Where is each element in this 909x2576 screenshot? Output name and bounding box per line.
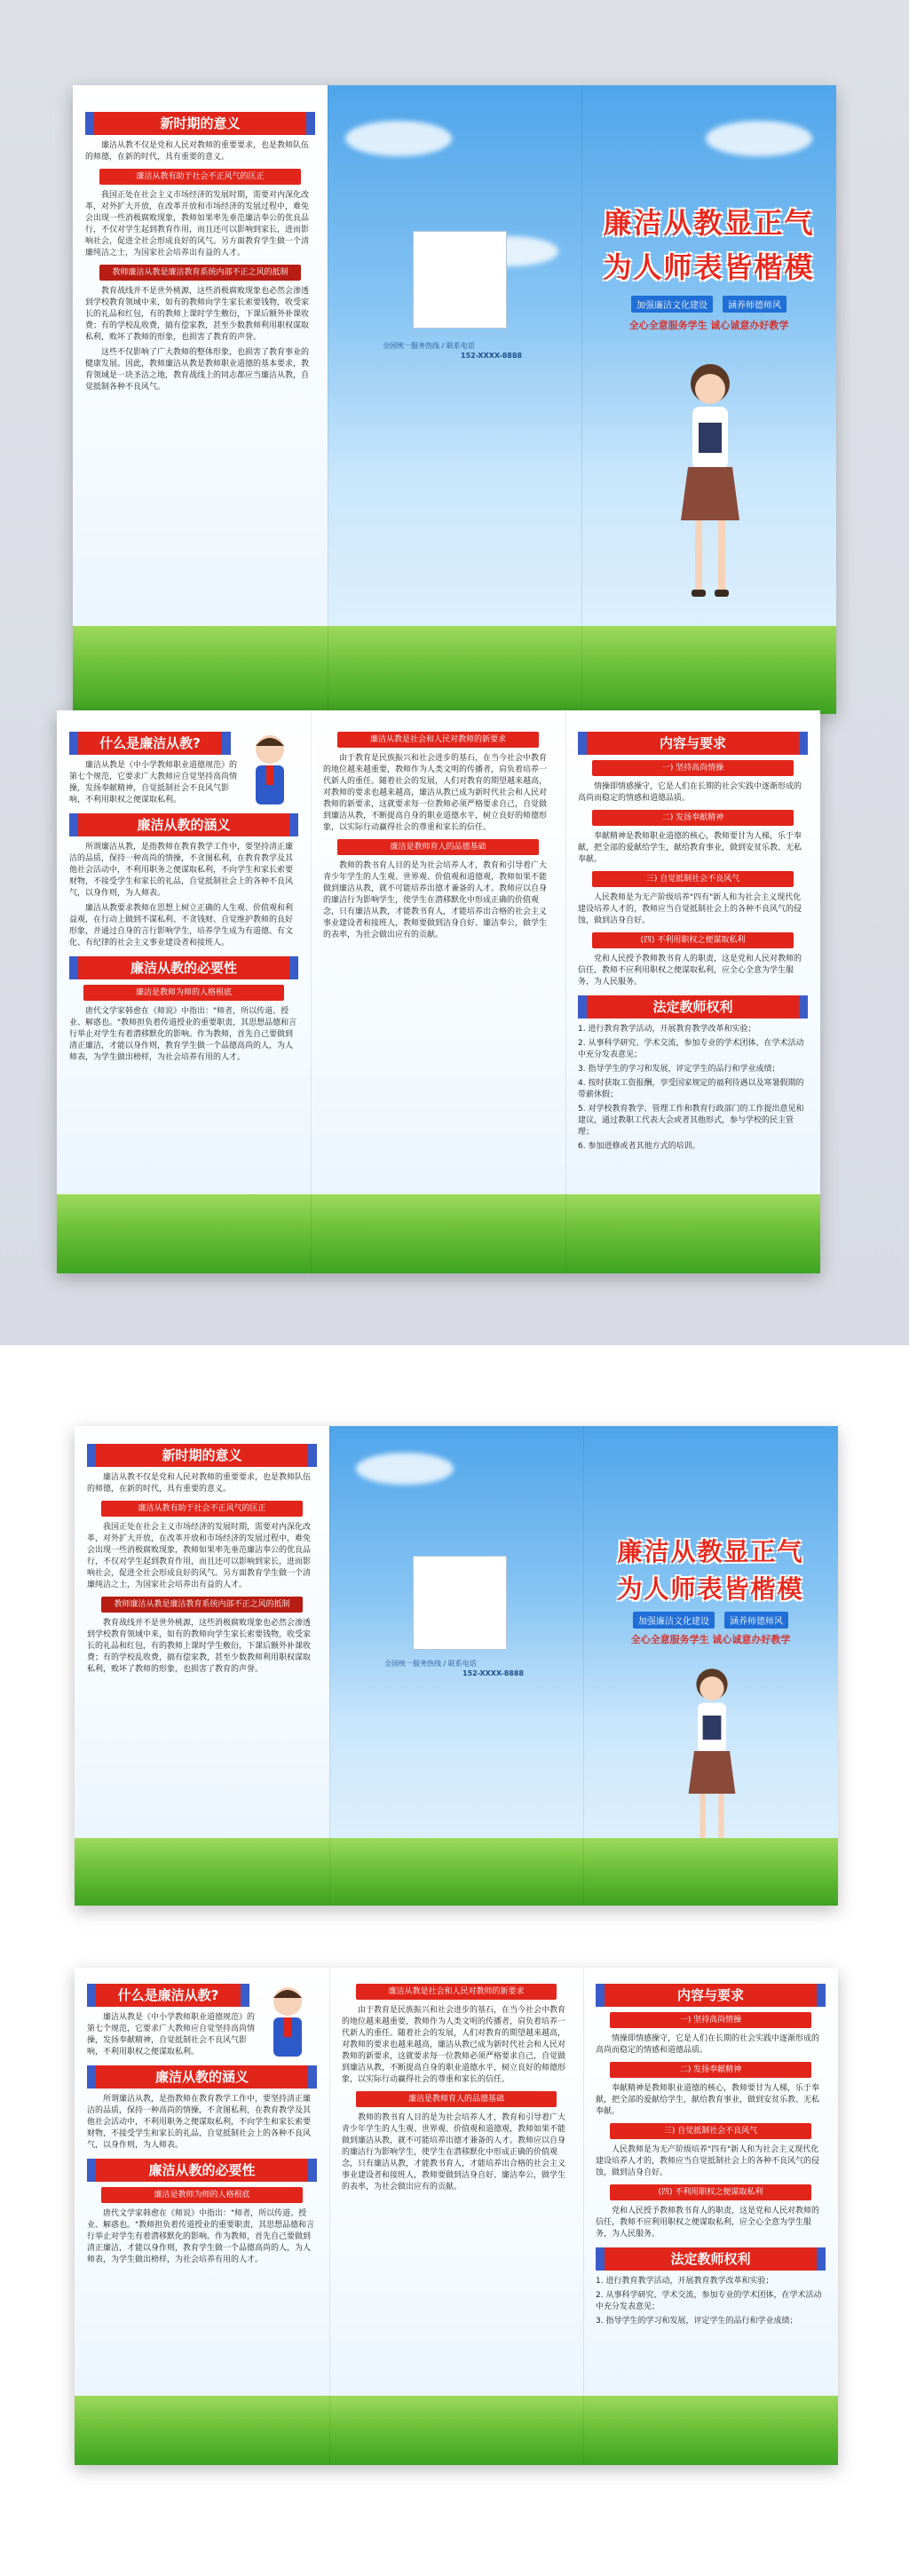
content-text-3: 人民教师是为无产阶级培养"四有"新人和为社会主义现代化建设培养人才的，教师应当自觉抵制社会上的各种不良风气的侵蚀，做到洁身自好。 xyxy=(596,2145,820,2177)
requirements-banner-2: 廉洁是教师育人的品德基础 xyxy=(356,2091,557,2107)
content-banner-1: 一) 坚持高尚情操 xyxy=(610,2012,811,2028)
grass-decoration xyxy=(583,2396,838,2465)
panel-content-requirements xyxy=(565,710,820,1273)
section-title-meaning: 新时期的意义 xyxy=(85,112,315,135)
necessity-para: 唐代文学家韩愈在《师说》中指出："师者，所以传道、授业、解惑也。"教师担负着传道授业的重要职责，其思想品德和言行举止对学生有着潜移默化的影响。作为教师，首先自己要做到清正廉洁，才能以身作则，教育学生做一个品德高尚的人，为人师表，为学生做出榜样，为社会培养有用的人才。 xyxy=(69,1007,297,1062)
grass-decoration xyxy=(73,626,328,714)
meaning-intro: 廉洁从教不仅是党和人民对教师的重要要求，也是教师队伍的师德，在新的时代，具有重要的意义。 xyxy=(87,1473,312,1494)
content-text-4: 党和人民授予教师教书育人的职责，这是党和人民对教师的信任，教师不应利用职权之便谋取私利，应全心全意为学生服务，为人民服务。 xyxy=(578,955,802,987)
definition-para-1: 所谓廉洁从教，是指教师在教育教学工作中，要坚持清正廉洁的品质，保持一种高尚的情操，不贪图私利，在教育教学及其他社会活动中，不利用职务之便谋取私利，不向学生和家长索要财物，不接受学生和家长的礼品，自觉抵制社会上的各种不良风气，以身作则，为人师表。 xyxy=(87,2095,312,2150)
cover-tags xyxy=(581,295,836,313)
panel-meaning xyxy=(75,1426,329,1906)
meaning-para-2: 教育战线并不是世外桃源，这些消极腐败现象也必然会渗透到学校教育领域中来，如有的教师向学生家长索要钱物，收受家长的礼品和红包，有的教师上课时学生敷衍，下课后额外补课收费；有的学校乱收费，搞有偿家教，甚至少数教师利用职权谋取私利，败坏了教师的形象，也损害了教育的声誉。 xyxy=(85,287,310,342)
cover-subtitle: 全心全意服务学生 诚心诚意办好教学 xyxy=(628,320,789,331)
section-title-necessity: 廉洁从教的必要性 xyxy=(87,2159,317,2182)
grass-decoration xyxy=(75,2396,329,2465)
right-item: 6. 参加进修或者其他方式的培训。 xyxy=(578,1142,700,1151)
brochure-outside-upper xyxy=(73,85,836,714)
right-item: 4. 按时获取工资报酬，享受国家规定的福利待遇以及寒暑假期的带薪休假； xyxy=(578,1079,804,1099)
section-title-necessity: 廉洁从教的必要性 xyxy=(69,956,298,979)
contact-label: 全国统一服务热线 / 联系电话 xyxy=(383,342,475,350)
what-is-intro: 廉洁从教是《中小学教师职业道德规范》的第七个规范，它要求广大教师应自觉坚持高尚情操，发扬奉献精神，自觉抵制社会不良风气影响，不利用职权之便谋取私利。 xyxy=(87,2013,256,2057)
cover-title-line-1: 廉洁从教显正气 xyxy=(617,1537,804,1566)
teacher-avatar-icon xyxy=(261,1982,314,2062)
right-item: 3. 指导学生的学习和发展，评定学生的品行和学业成绩； xyxy=(578,1065,780,1074)
section-title-definition: 廉洁从教的涵义 xyxy=(69,813,298,836)
requirements-banner-1: 廉洁从教是社会和人民对教师的新要求 xyxy=(356,1984,557,2000)
content-text-1: 情操即情感操守，它是人们在长期的社会实践中逐渐形成的高尚而稳定的情感和道德品质。 xyxy=(578,782,802,803)
section-title-meaning: 新时期的意义 xyxy=(87,1444,317,1467)
grass-decoration xyxy=(583,1838,838,1906)
content-banner-2: 二) 发扬奉献精神 xyxy=(592,810,794,826)
panel-content-requirements xyxy=(583,1968,838,2465)
content-text-1: 情操即情感操守，它是人们在长期的社会实践中逐渐形成的高尚而稳定的情感和道德品质。 xyxy=(596,2034,820,2055)
necessity-para: 唐代文学家韩愈在《师说》中指出："师者，所以传道、授业、解惑也。"教师担负着传道授业的重要职责，其思想品德和言行举止对学生有着潜移默化的影响。作为教师，首先自己要做到清正廉洁，才能以身作则，教育学生做一个品德高尚的人，为人师表，为学生做出榜样，为社会培养有用的人才。 xyxy=(87,2209,315,2264)
panel-new-requirements xyxy=(329,1968,583,2465)
phone-number: 152-XXXX-8888 xyxy=(462,1669,524,1677)
requirements-banner-1: 廉洁从教是社会和人民对教师的新要求 xyxy=(337,732,539,748)
contact-label: 全国统一服务热线 / 联系电话 xyxy=(384,1660,477,1668)
cover-tag-1: 加强廉洁文化建设 xyxy=(631,296,713,313)
requirements-para-2: 教师的教书育人目的是为社会培养人才，教育和引导着广大青少年学生的人生观、世界观、价值观和道德观，教师如果不能做到廉洁从教，就不可能培养出德才兼备的人才。教师应以自身的廉洁行为影响学生，使学生在潜移默化中形成正确的价值观念，只有廉洁从教，才能教书育人，才能培养出合格的社会主义事业建设者和接班人，教师要做到洁身自好、廉洁奉公，做学生的表率，为社会做出应有的贡献。 xyxy=(342,2113,566,2192)
necessity-banner: 廉洁是教师为师的人格根底 xyxy=(101,2187,303,2203)
requirements-para-1: 由于教育是民族振兴和社会进步的基石，在当今社会中教育的地位越来越重要，教师作为人类文明的传播者，肩负着培养一代新人的重任。随着社会的发展，人们对教育的期望越来越高，对教师的要求也越来越高，廉洁从教已成为新时代社会和人民对教师的新要求，这就要求每一位教师必须严格要求自己，自觉做到廉洁从教，不断提高自身的职业道德水平，树立良好的师德形象，以实际行动赢得社会的尊重和家长的信任。 xyxy=(323,754,548,832)
brochure-inside-lower xyxy=(75,1968,838,2465)
section-title-what-is: 什么是廉洁从教? xyxy=(69,732,231,755)
content-banner-1: 一) 坚持高尚情操 xyxy=(592,760,794,776)
grass-decoration xyxy=(329,2396,583,2465)
meaning-para-2: 教育战线并不是世外桃源，这些消极腐败现象也必然会渗透到学校教育领域中来，如有的教师向学生家长索要钱物，收受家长的礼品和红包，有的教师上课时学生敷衍，下课后额外补课收费；有的学校乱收费，搞有偿家教，甚至少数教师利用职权谋取私利，败坏了教师的形象，也损害了教育的声誉。 xyxy=(87,1619,312,1674)
meaning-para-1: 我国正处在社会主义市场经济的发展时期，需要对内深化改革，对外扩大开放，在改革开放和市场经济的发展过程中，难免会出现一些消极腐败现象，教师如果率先垂范廉洁奉公的优良品行，不仅对学生起到教育作用，而且还可以影响到家长，进而影响社会，促进全社会形成良好的风气。另方面教育学生做一个清廉纯洁之士，为国家社会培养出有益的人才。 xyxy=(85,191,310,258)
panel-front-cover xyxy=(581,85,836,714)
what-is-intro: 廉洁从教是《中小学教师职业道德规范》的第七个规范，它要求广大教师应自觉坚持高尚情操，发扬奉献精神，自觉抵制社会不良风气影响，不利用职权之便谋取私利。 xyxy=(69,761,238,805)
teacher-avatar-icon xyxy=(243,730,296,810)
panel-meaning xyxy=(73,85,328,714)
right-item: 2. 从事科学研究、学术交流，参加专业的学术团体，在学术活动中充分发表意见； xyxy=(596,2291,822,2311)
requirements-para-2: 教师的教书育人目的是为社会培养人才，教育和引导着广大青少年学生的人生观、世界观、价值观和道德观，教师如果不能做到廉洁从教，就不可能培养出德才兼备的人才。教师应以自身的廉洁行为影响学生，使学生在潜移默化中形成正确的价值观念，只有廉洁从教，才能教书育人，才能培养出合格的社会主义事业建设者和接班人，教师要做到洁身自好、廉洁奉公，做学生的表率，为社会做出应有的贡献。 xyxy=(323,861,548,939)
panel-back-cover xyxy=(329,1426,583,1906)
right-item: 5. 对学校教育教学、管理工作和教育行政部门的工作提出意见和建议，通过教职工代表大会或者其他形式，参与学校的民主管理； xyxy=(578,1105,804,1137)
qr-code-placeholder xyxy=(413,1556,507,1650)
section-title-definition: 廉洁从教的涵义 xyxy=(87,2065,317,2089)
cover-subtitle: 全心全意服务学生 诚心诚意办好教学 xyxy=(630,1634,791,1645)
section-title-rights: 法定教师权利 xyxy=(578,995,808,1019)
meaning-para-3: 这些不仅影响了广大教师的整体形象，也损害了教育事业的健康发展。因此，教师廉洁从教是教师职业道德的基本要求，教育领域是一块圣洁之地，教育战线上的同志都应当廉洁从教，自觉抵制各种不良风气。 xyxy=(85,348,310,392)
content-banner-4: (四) 不利用职权之便谋取私利 xyxy=(592,932,794,948)
section-title-content: 内容与要求 xyxy=(578,732,808,755)
content-banner-3: 三) 自觉抵制社会不良风气 xyxy=(610,2123,811,2139)
section-title-content: 内容与要求 xyxy=(596,1984,826,2007)
content-text-2: 奉献精神是教师职业道德的核心，教师要甘为人梯，乐于奉献，把全部的爱献给学生，献给教育事业，做到安贫乐教、无私奉献。 xyxy=(578,832,802,864)
right-item: 1. 进行教育教学活动，开展教育教学改革和实验； xyxy=(596,2277,774,2286)
cover-tag-2: 涵养师德师风 xyxy=(724,1612,788,1629)
panel-what-is xyxy=(57,710,311,1273)
grass-decoration xyxy=(57,1194,311,1273)
grass-decoration xyxy=(75,1838,329,1906)
meaning-intro: 廉洁从教不仅是党和人民对教师的重要要求，也是教师队伍的师德，在新的时代，具有重要的意义。 xyxy=(85,141,310,162)
meaning-banner-1: 廉洁从教有助于社会不正风气的匡正 xyxy=(99,169,301,185)
cover-title-line-2: 为人师表皆楷模 xyxy=(617,1574,804,1604)
grass-decoration xyxy=(328,626,581,714)
content-banner-4: (四) 不利用职权之便谋取私利 xyxy=(610,2184,811,2200)
requirements-para-1: 由于教育是民族振兴和社会进步的基石，在当今社会中教育的地位越来越重要，教师作为人类文明的传播者，肩负着培养一代新人的重任。随着社会的发展，人们对教育的期望越来越高，对教师的要求也越来越高，廉洁从教已成为新时代社会和人民对教师的新要求，这就要求每一位教师必须严格要求自己，自觉做到廉洁从教，不断提高自身的职业道德水平，树立良好的师德形象，以实际行动赢得社会的尊重和家长的信任。 xyxy=(342,2006,566,2084)
cover-tag-2: 涵养师德师风 xyxy=(723,296,786,313)
grass-decoration xyxy=(329,1838,583,1906)
meaning-banner-1: 廉洁从教有助于社会不正风气的匡正 xyxy=(101,1501,303,1517)
cover-tag-1: 加强廉洁文化建设 xyxy=(633,1612,715,1629)
grass-decoration xyxy=(565,1194,820,1273)
panel-what-is xyxy=(75,1968,329,2465)
phone-number: 152-XXXX-8888 xyxy=(461,352,522,360)
content-banner-3: 三) 自觉抵制社会不良风气 xyxy=(592,871,794,887)
brochure-outside-lower xyxy=(75,1426,838,1906)
content-text-2: 奉献精神是教师职业道德的核心，教师要甘为人梯，乐于奉献，把全部的爱献给学生，献给教育事业，做到安贫乐教、无私奉献。 xyxy=(596,2084,820,2116)
teacher-illustration xyxy=(652,352,768,618)
definition-para-1: 所谓廉洁从教，是指教师在教育教学工作中，要坚持清正廉洁的品质，保持一种高尚的情操，不贪图私利，在教育教学及其他社会活动中，不利用职务之便谋取私利，不向学生和家长索要财物，不接受学生和家长的礼品，自觉抵制社会上的各种不良风气，以身作则，为人师表。 xyxy=(69,843,294,898)
section-title-what-is: 什么是廉洁从教? xyxy=(87,1984,249,2007)
grass-decoration xyxy=(581,626,836,714)
brochure-inside-upper xyxy=(57,710,820,1273)
cover-title-line-1: 廉洁从教显正气 xyxy=(603,206,815,240)
meaning-para-1: 我国正处在社会主义市场经济的发展时期，需要对内深化改革，对外扩大开放，在改革开放和市场经济的发展过程中，难免会出现一些消极腐败现象，教师如果率先垂范廉洁奉公的优良品行，不仅对学生起到教育作用，而且还可以影响到家长，进而影响社会，促进全社会形成良好的风气。另方面教育学生做一个清廉纯洁之士，为国家社会培养出有益的人才。 xyxy=(87,1523,312,1589)
meaning-banner-2: 教师廉洁从教是廉洁教育系统内部不正之风的抵制 xyxy=(101,1597,303,1613)
right-item: 2. 从事科学研究、学术交流，参加专业的学术团体，在学术活动中充分发表意见； xyxy=(578,1039,804,1059)
section-title-rights: 法定教师权利 xyxy=(596,2247,826,2271)
right-item: 3. 指导学生的学习和发展，评定学生的品行和学业成绩； xyxy=(596,2317,798,2326)
cover-title-line-2: 为人师表皆楷模 xyxy=(603,250,815,284)
definition-para-2: 廉洁从教要求教师在思想上树立正确的人生观、价值观和利益观，在行动上做到不谋私利、不贪钱财、自觉维护教师的良好形象，并通过自身的言行影响学生，培养学生成为有道德、有文化、有纪律的社会主义事业建设者和接班人。 xyxy=(69,904,294,947)
panel-new-requirements xyxy=(311,710,565,1273)
necessity-banner: 廉洁是教师为师的人格根底 xyxy=(83,985,284,1001)
qr-code-placeholder xyxy=(413,231,507,329)
grass-decoration xyxy=(311,1194,565,1273)
meaning-banner-2: 教师廉洁从教是廉洁教育系统内部不正之风的抵制 xyxy=(99,265,301,281)
requirements-banner-2: 廉洁是教师育人的品德基础 xyxy=(337,839,539,855)
panel-back-cover xyxy=(328,85,581,714)
content-text-4: 党和人民授予教师教书育人的职责，这是党和人民对教师的信任，教师不应利用职权之便谋取私利，应全心全意为学生服务，为人民服务。 xyxy=(596,2207,820,2239)
panel-front-cover xyxy=(583,1426,838,1906)
cover-tags xyxy=(583,1611,838,1629)
right-item: 1. 进行教育教学活动，开展教育教学改革和实验； xyxy=(578,1025,756,1034)
content-text-3: 人民教师是为无产阶级培养"四有"新人和为社会主义现代化建设培养人才的，教师应当自觉抵制社会上的各种不良风气的侵蚀，做到洁身自好。 xyxy=(578,893,802,925)
content-banner-2: 二) 发扬奉献精神 xyxy=(610,2062,811,2078)
